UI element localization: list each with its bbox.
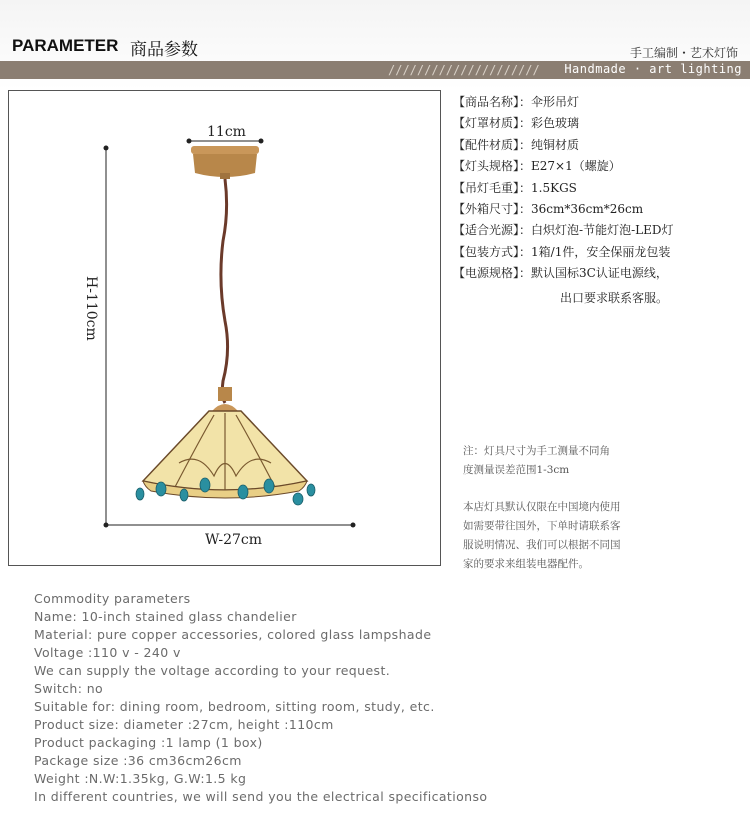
canopy-top bbox=[191, 146, 259, 154]
page-subtitle: 商品参数 bbox=[130, 40, 198, 60]
spec-value: 36cm*36cm*26cm bbox=[531, 201, 644, 216]
spec-value: 白炽灯泡-节能灯泡-LED灯 bbox=[531, 223, 674, 238]
spec-row bbox=[453, 178, 748, 199]
spec-value: 1箱/1件，安全保丽龙包装 bbox=[531, 244, 671, 259]
spec-key: 【灯罩材质】： bbox=[453, 116, 532, 131]
commodity-line: In different countries, we will send you the electrical specificationso bbox=[34, 789, 488, 804]
spec-row bbox=[453, 113, 748, 134]
spec-value: 彩色玻璃 bbox=[531, 116, 580, 131]
note-measurement bbox=[463, 442, 703, 480]
spec-key: 【电源规格】： bbox=[453, 266, 532, 281]
spec-row bbox=[453, 135, 748, 156]
dim-end bbox=[104, 146, 109, 151]
height-dimension-label: H-110cm bbox=[83, 276, 99, 341]
spec-row bbox=[453, 156, 748, 177]
width-dimension-label: W-27cm bbox=[205, 532, 263, 548]
commodity-parameters bbox=[34, 590, 734, 806]
note-line: 本店灯具默认仅限在中国境内使用 bbox=[463, 501, 621, 513]
note-line: 度测量误差范围1-3cm bbox=[463, 464, 570, 476]
socket bbox=[218, 387, 232, 401]
commodity-line: Package size :36 cm36cm26cm bbox=[34, 753, 242, 768]
commodity-line: Name: 10-inch stained glass chandelier bbox=[34, 609, 297, 624]
spec-key: 【适合光源】： bbox=[453, 223, 532, 238]
product-diagram bbox=[8, 90, 441, 566]
spec-key: 【配件材质】： bbox=[453, 137, 532, 152]
spec-key: 【灯头规格】： bbox=[453, 159, 532, 174]
spec-row bbox=[453, 92, 748, 113]
spec-row bbox=[453, 220, 748, 241]
spec-value: 伞形吊灯 bbox=[531, 95, 580, 109]
note-line: 服说明情况、我们可以根据不同国 bbox=[463, 539, 621, 551]
spec-key: 【外箱尺寸】： bbox=[453, 201, 532, 216]
spec-value: E27×1（螺旋） bbox=[531, 159, 621, 174]
note-line: 注：灯具尺寸为手工测量不同角 bbox=[463, 445, 610, 457]
spec-row bbox=[453, 242, 748, 263]
commodity-heading: Commodity parameters bbox=[34, 591, 191, 606]
bar-hatch: ///////////////////// bbox=[388, 63, 540, 77]
note-line: 家的要求来组装电器配件。 bbox=[463, 558, 589, 570]
spec-key: 【包装方式】： bbox=[453, 244, 532, 259]
spec-key: 【商品名称】： bbox=[453, 95, 532, 109]
note-line: 如需要带往国外，下单时请联系客 bbox=[463, 520, 621, 532]
dim-end bbox=[351, 523, 356, 528]
bar-text: Handmade · art lighting bbox=[564, 62, 742, 76]
commodity-line: Weight :N.W:1.35kg, G.W:1.5 kg bbox=[34, 771, 247, 786]
dim-end bbox=[187, 139, 192, 144]
commodity-line: Voltage :110 v - 240 v bbox=[34, 645, 181, 660]
spec-value: 1.5KGS bbox=[531, 180, 577, 195]
lamp-illustration bbox=[9, 91, 442, 567]
commodity-line: Switch: no bbox=[34, 681, 104, 696]
note-usage bbox=[463, 498, 703, 574]
spec-row bbox=[453, 199, 748, 220]
spec-continuation: 出口要求联系客服。 bbox=[560, 290, 669, 305]
commodity-line: We can supply the voltage according to your request. bbox=[34, 663, 391, 678]
cord bbox=[221, 179, 228, 403]
spec-value: 默认国标3C认证电源线， bbox=[531, 266, 668, 281]
banner-bar bbox=[0, 61, 750, 79]
dim-end bbox=[259, 139, 264, 144]
commodity-line: Product size: diameter :27cm, height :110cm bbox=[34, 717, 334, 732]
page-title: PARAMETER bbox=[12, 36, 119, 55]
commodity-line: Product packaging :1 lamp (1 box) bbox=[34, 735, 263, 750]
spec-value: 纯铜材质 bbox=[531, 137, 580, 152]
commodity-line: Suitable for: dining room, bedroom, sitting room, study, etc. bbox=[34, 699, 435, 714]
spec-list bbox=[453, 92, 748, 311]
spec-key: 【吊灯毛重】： bbox=[453, 180, 532, 195]
spec-row bbox=[453, 263, 748, 284]
top-dimension-label: 11cm bbox=[207, 124, 246, 140]
commodity-line: Material: pure copper accessories, colored glass lampshade bbox=[34, 627, 432, 642]
tagline: 手工编制・艺术灯饰 bbox=[629, 46, 738, 60]
